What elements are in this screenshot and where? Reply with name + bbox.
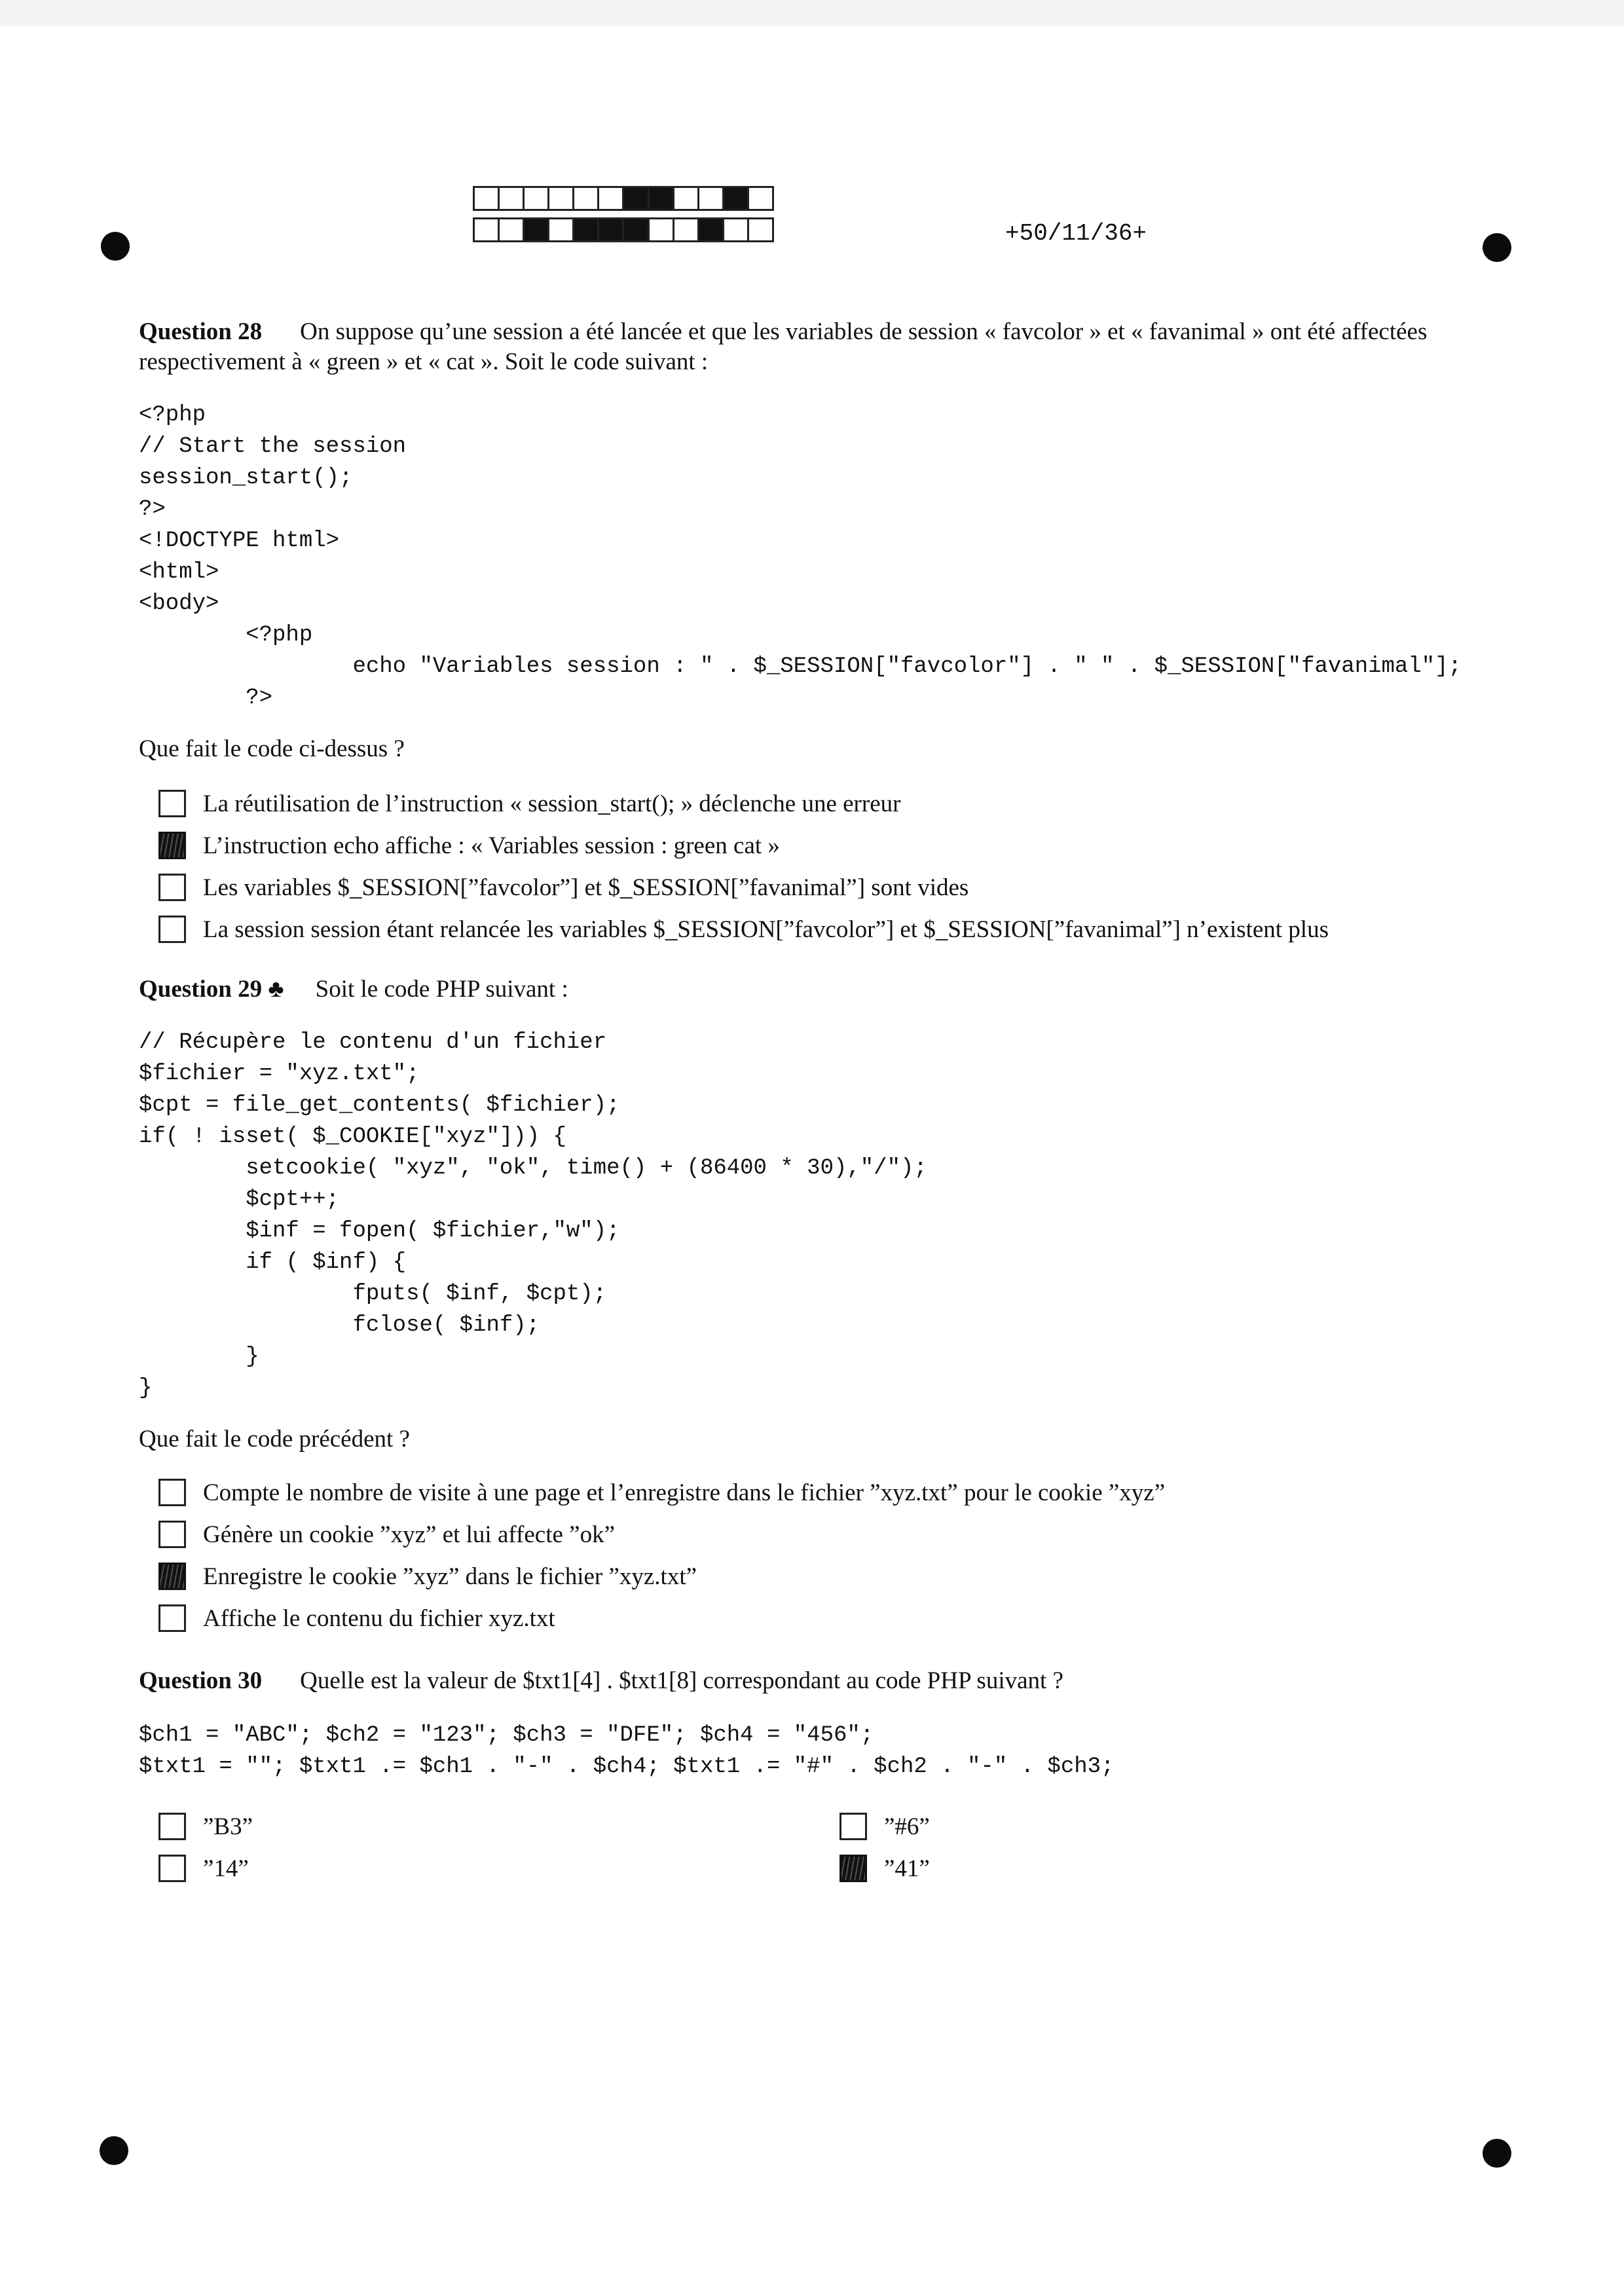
q28-option-3-label: Les variables $_SESSION[”favcolor”] et $_SESSION[”favanimal”] sont vides [203, 874, 969, 901]
q28-option-4-label: La session session étant relancée les variables $_SESSION[”favcolor”] et $_SESSION[”favanimal”] n’existent plus [203, 916, 1329, 943]
question-30-text: Quelle est la valeur de $txt1[4] . $txt1[8] correspondant au code PHP suivant ? [300, 1667, 1063, 1694]
question-28-prompt: Que fait le code ci-dessus ? [139, 735, 405, 762]
q29-option-4-checkbox[interactable] [158, 1604, 186, 1632]
barcode-cell [650, 219, 674, 240]
registration-mark-bottom-left [100, 2136, 128, 2165]
barcode-cell [674, 219, 699, 240]
q30-option-4-label: ”41” [884, 1855, 930, 1882]
q29-option-3-label: Enregistre le cookie ”xyz” dans le fichier ”xyz.txt” [203, 1563, 697, 1590]
q30-option-1-checkbox[interactable] [158, 1813, 186, 1840]
barcode-cell [724, 188, 749, 209]
barcode-cell [475, 219, 500, 240]
q30-option-3-label: ”14” [203, 1855, 249, 1882]
q30-option-2-label: ”#6” [884, 1813, 930, 1840]
q28-option-1[interactable] [158, 787, 900, 820]
q29-option-1[interactable] [158, 1476, 1165, 1509]
scan-top-shade [0, 0, 1624, 26]
barcode-cell [549, 219, 574, 240]
q28-option-1-label: La réutilisation de l’instruction « session_start(); » déclenche une erreur [203, 790, 901, 817]
barcode-cell [749, 188, 772, 209]
question-29-club-icon: ♣ [268, 976, 284, 1003]
barcode-cell [500, 219, 525, 240]
question-30-statement [139, 1666, 1488, 1696]
question-29-prompt: Que fait le code précédent ? [139, 1426, 410, 1453]
question-28-code: <?php // Start the session session_start(); ?> <!DOCTYPE html> <html> <body> <?php echo "Variables session : " . $_SESSION["favcolor"] . " " . $_SESSION["favanimal"]; ?> [139, 403, 1462, 711]
barcode-cell [549, 188, 574, 209]
q29-option-2-label: Génère un cookie ”xyz” et lui affecte ”ok” [203, 1521, 615, 1548]
q30-option-4-checkbox[interactable] [840, 1855, 867, 1882]
q28-option-2-checkbox[interactable] [158, 832, 186, 859]
q28-option-3[interactable] [158, 871, 969, 904]
barcode-cell [475, 188, 500, 209]
q28-option-4[interactable] [158, 913, 1329, 946]
question-30-label: Question 30 [139, 1667, 263, 1694]
q30-option-3-checkbox[interactable] [158, 1855, 186, 1882]
barcode-cell [599, 219, 624, 240]
q29-option-3-checkbox[interactable] [158, 1563, 186, 1590]
barcode-cell [525, 219, 549, 240]
registration-mark-top-left [101, 232, 130, 261]
barcode-row-2 [473, 217, 774, 242]
q30-option-3[interactable] [158, 1852, 249, 1885]
q30-option-2-checkbox[interactable] [840, 1813, 867, 1840]
q30-option-1-label: ”B3” [203, 1813, 253, 1840]
registration-mark-bottom-right [1483, 2139, 1511, 2168]
q29-option-4-label: Affiche le contenu du fichier xyz.txt [203, 1604, 555, 1632]
q30-option-2[interactable] [840, 1810, 930, 1843]
registration-mark-top-right [1483, 233, 1511, 262]
q29-option-1-label: Compte le nombre de visite à une page et l’enregistre dans le fichier ”xyz.txt” pour le cookie ”xyz” [203, 1479, 1166, 1506]
question-28-text: On suppose qu’une session a été lancée et que les variables de session « favcolor » et « favanimal » ont été affectées respectivement à « green » et « cat ». Soit le code suivant : [139, 318, 1428, 375]
barcode-row-1 [473, 186, 774, 211]
barcode-cell [650, 188, 674, 209]
barcode-cell [574, 188, 599, 209]
q28-option-4-checkbox[interactable] [158, 916, 186, 943]
barcode-cell [674, 188, 699, 209]
question-29-statement [139, 974, 1488, 1005]
question-29-code: // Récupère le contenu d'un fichier $fichier = "xyz.txt"; $cpt = file_get_contents( $fichier); if( ! isset( $_COOKIE["xyz"])) { setcookie( "xyz", "ok", time() + (86400 * 30),"/"); $cpt++; $inf = fopen( $fichier,"w"); if ( $inf) { fputs( $inf, $cpt); fclose( $inf); } } [139, 1030, 927, 1401]
q29-option-3[interactable] [158, 1560, 697, 1593]
barcode-cell [749, 219, 772, 240]
barcode-cell [624, 219, 649, 240]
q30-option-4[interactable] [840, 1852, 930, 1885]
barcode-cell [699, 188, 724, 209]
q28-option-3-checkbox[interactable] [158, 874, 186, 901]
page-code: +50/11/36+ [1005, 220, 1147, 247]
q29-option-1-checkbox[interactable] [158, 1479, 186, 1506]
q30-option-1[interactable] [158, 1810, 253, 1843]
question-28-statement [139, 317, 1488, 377]
q29-option-2-checkbox[interactable] [158, 1521, 186, 1548]
barcode-cell [599, 188, 624, 209]
question-28-label: Question 28 [139, 318, 263, 345]
barcode-cell [724, 219, 749, 240]
barcode-cell [500, 188, 525, 209]
q29-option-2[interactable] [158, 1518, 615, 1551]
q28-option-2-label: L’instruction echo affiche : « Variables session : green cat » [203, 832, 780, 859]
q29-option-4[interactable] [158, 1602, 555, 1635]
barcode-cell [574, 219, 599, 240]
q28-option-2[interactable] [158, 829, 780, 862]
question-30-code: $ch1 = "ABC"; $ch2 = "123"; $ch3 = "DFE"; $ch4 = "456"; $txt1 = ""; $txt1 .= $ch1 . "-" . $ch4; $txt1 .= "#" . $ch2 . "-" . $ch3; [139, 1723, 1115, 1779]
barcode-cell [624, 188, 649, 209]
question-29-label: Question 29 [139, 976, 263, 1003]
barcode-cell [699, 219, 724, 240]
barcode-cell [525, 188, 549, 209]
q28-option-1-checkbox[interactable] [158, 790, 186, 817]
question-29-text: Soit le code PHP suivant : [315, 976, 568, 1003]
